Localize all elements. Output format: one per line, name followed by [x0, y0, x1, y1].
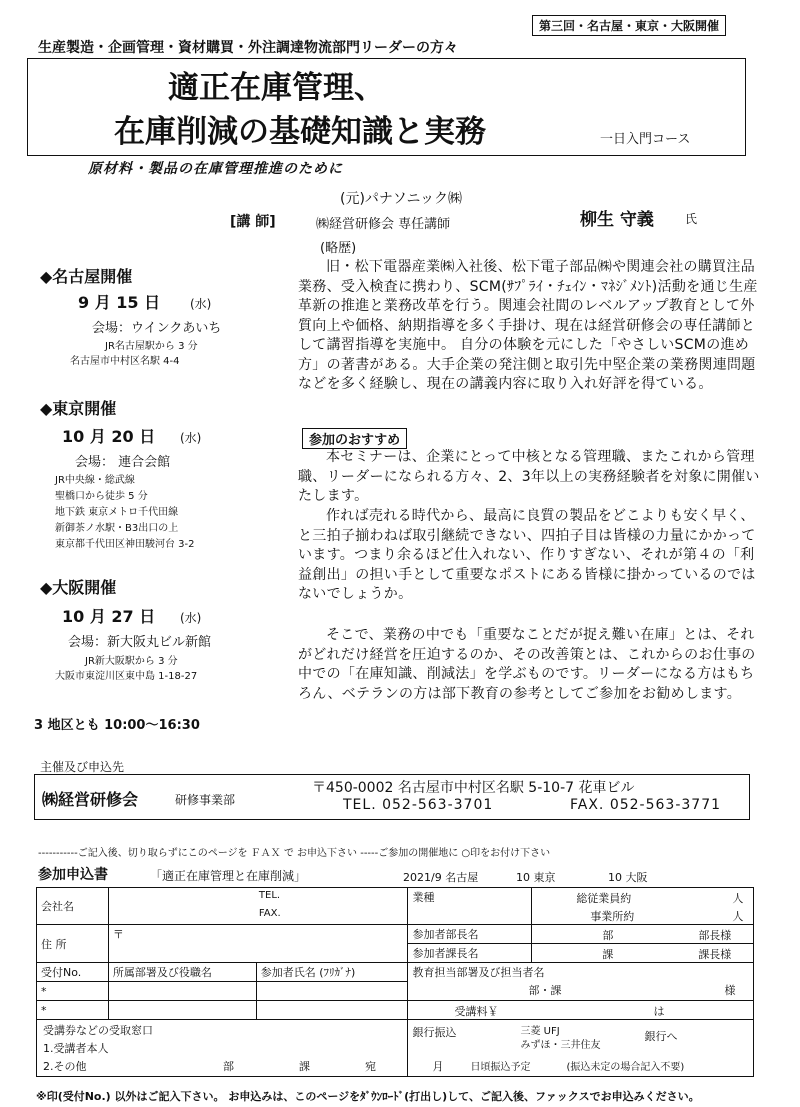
- receipt-no-header: 受付No.: [37, 963, 109, 982]
- person-unit: 人: [732, 892, 744, 905]
- venue-line: JR名古屋駅から 3 分: [105, 341, 198, 352]
- industry-label: 業種: [408, 888, 532, 925]
- receipt-star: *: [37, 1001, 109, 1020]
- form-course: 「適正在庫管理と在庫削減」: [150, 869, 307, 883]
- venue-heading: ◆名古屋開催: [40, 267, 133, 286]
- offices-field[interactable]: [532, 906, 754, 925]
- venue-day: (水): [180, 431, 202, 445]
- form-title: 参加申込書: [38, 867, 108, 883]
- venue-line: 東京都千代田区神田駿河台 3-2: [55, 539, 195, 550]
- receipt-star: *: [37, 982, 109, 1001]
- tel-label: TEL.: [258, 890, 281, 901]
- ticket-bu: 部: [223, 1060, 234, 1073]
- kacho-suffix: 課長様: [698, 948, 732, 961]
- organizer-fax: FAX. 052-563-3771: [570, 797, 722, 813]
- bucho-suffix: 部長様: [698, 929, 732, 942]
- venue-line: JR新大阪駅から 3 分: [85, 656, 178, 667]
- bank-label: 銀行振込: [412, 1026, 457, 1039]
- company-field[interactable]: [108, 888, 408, 925]
- venue-line: JR中央線・総武線: [55, 475, 135, 486]
- venue-date: 10 月 27 日: [62, 607, 156, 626]
- venue-hall: 会場：新大阪丸ビル新館: [68, 635, 212, 650]
- dept-title-header: 所属部署及び役職名: [108, 963, 256, 982]
- recommend-p3: そこで、業務の中でも「重要なことだが捉え難い在庫」とは、それがどれだけ経営を圧迫するのか、その改善策とは、これからのお仕事の中での「在庫知識、削減法」を学ぶものです。リーダーになる方はもちろん、ベテランの方は部下教育の参考としてご参加をお勧めします。: [298, 627, 756, 702]
- venue-day: (水): [190, 297, 212, 311]
- page-title-line2: 在庫削減の基礎知識と実務: [114, 114, 486, 150]
- course-type: 一日入門コース: [600, 132, 691, 147]
- venue-line: 大阪市東淀川区東中島 1-18-27: [55, 671, 198, 682]
- dept-head-label: 参加者部長名: [408, 925, 532, 944]
- venue-hall: 会場： 連合会館: [75, 455, 171, 470]
- postal-mark: 〒: [112, 928, 124, 941]
- participant-dept-2[interactable]: [108, 1001, 256, 1020]
- address-label: 住 所: [37, 925, 109, 963]
- bu-unit: 部: [602, 929, 614, 942]
- transfer-month[interactable]: 月: [432, 1060, 444, 1073]
- venue-line: 新御茶ノ水駅・B3出口の上: [55, 523, 179, 534]
- venue-heading: ◆東京開催: [40, 399, 117, 418]
- ka-unit: 課: [602, 948, 614, 961]
- employees-label: 総従業員約: [576, 892, 632, 905]
- venue-option-nagoya[interactable]: 2021/9 名古屋: [403, 871, 479, 884]
- bank-field[interactable]: [408, 1020, 754, 1077]
- organizer-name: ㈱経営研修会: [42, 790, 139, 809]
- bio-label: (略歴): [320, 241, 357, 256]
- person-unit: 人: [732, 910, 744, 923]
- section-head-field[interactable]: [532, 944, 754, 963]
- lecturer-former: (元)パナソニック㈱: [340, 191, 462, 207]
- venue-line: 聖橋口から徒歩 5 分: [55, 491, 148, 502]
- time-note: 3 地区とも 10:00～16:30: [34, 718, 200, 733]
- organizer-tel: TEL. 052-563-3701: [343, 797, 494, 813]
- bank-to: 銀行へ: [644, 1030, 678, 1043]
- lecturer-label: [講 師]: [230, 214, 276, 230]
- ticket-option-1[interactable]: 1.受講者本人: [43, 1042, 109, 1055]
- fee-field[interactable]: [408, 1001, 754, 1020]
- fee-label: 受講料￥: [454, 1005, 499, 1018]
- venue-option-osaka[interactable]: 10 大阪: [608, 871, 648, 884]
- ticket-option-2[interactable]: 2.その他: [43, 1060, 87, 1073]
- venue-line: 地下鉄 東京メトロ千代田線: [55, 507, 179, 518]
- transfer-day[interactable]: 日頃振込予定: [470, 1062, 531, 1073]
- participant-header: 参加者氏名 (ﾌﾘｶﾞﾅ): [256, 963, 408, 982]
- offices-label: 事業所約: [590, 910, 635, 923]
- participant-name-2[interactable]: [256, 1001, 408, 1020]
- edu-contact-field[interactable]: [408, 963, 754, 1001]
- address-field[interactable]: [108, 925, 408, 963]
- edu-label: 教育担当部署及び担当者名: [412, 966, 545, 979]
- venue-option-tokyo[interactable]: 10 東京: [516, 871, 556, 884]
- ticket-label: 受講券などの受取窓口: [43, 1024, 153, 1037]
- sama-suffix: 様: [724, 984, 736, 997]
- bank-name-1: 三菱 UFJ: [520, 1026, 560, 1037]
- recommend-label: 参加のおすすめ: [302, 428, 407, 449]
- lecturer-org: ㈱経営研修会 専任講師: [316, 217, 451, 232]
- venue-day: (水): [180, 611, 202, 625]
- recommend-p2: 作れば売れる時代から、最高に良質の製品をどこよりも安く早く、と三拍子揃わねば取引継続できない、四拍子目は皆様の力量にかかっています。つまり余るほど仕入れない、作りすぎない、それが第４の「利益創出」の担い手として重要なポストにある皆様に掛かっているのではないでしょうか。: [298, 508, 756, 602]
- venue-hall: 会場：ウインクあいち: [92, 321, 222, 336]
- lecturer-honorific: 氏: [685, 212, 698, 226]
- ticket-field[interactable]: [37, 1020, 408, 1077]
- page-title-line1: 適正在庫管理、: [168, 70, 385, 106]
- venue-date: 10 月 20 日: [62, 427, 156, 446]
- recommend-p1: 本セミナーは、企業にとって中核となる管理職、またこれから管理職、リーダーになられる方々、2、3年以上の実務経験者を対象に開催いたします。: [298, 449, 760, 504]
- session-badge: 第三回・名古屋・東京・大阪開催: [532, 15, 726, 36]
- target-audience: 生産製造・企画管理・資材購買・外注調達物流部門リーダーの方々: [38, 40, 458, 56]
- cut-note: -----------ご記入後、切り取らずにこのページを ＦＡＸ で お申込下さい -----ご参加の開催地に ○印をお付け下さい: [38, 848, 551, 859]
- organizer-address: 〒450-0002 名古屋市中村区名駅 5-10-7 花車ビル: [312, 780, 635, 796]
- bu-ka-unit: 部・課: [528, 984, 562, 997]
- participant-dept-1[interactable]: [108, 982, 256, 1001]
- wa-suffix: は: [653, 1005, 665, 1018]
- subtitle: 原材料・製品の在庫管理推進のために: [88, 161, 343, 177]
- lecturer-bio: 旧・松下電器産業㈱入社後、松下電子部品㈱や関連会社の購買注品業務、受入検査に携わり、SCM(ｻﾌﾟﾗｲ・ﾁｪｲﾝ・ﾏﾈｼﾞﾒﾝﾄ)活動を通じ生産革新の推進と業務改革を行う。関連会社間のレベルアップ教育として外質向上や価格、納期指導を多く手掛け、現在は経営研修会の専任講師として講習指導を実施中。 自分の体験を元にした「やさしいSCMの進め方」の著書がある。大手企業の発注側と取引先中堅企業の業務関連問題などを多く経験し、現在の講義内容に取り入れ好評を得ている。: [298, 259, 758, 392]
- lecturer-name: 柳生 守義: [580, 210, 654, 230]
- fax-label: FAX.: [258, 908, 281, 919]
- ticket-ka: 課: [299, 1060, 310, 1073]
- dept-head-field[interactable]: [532, 925, 754, 944]
- organizer-label: 主催及び申込先: [40, 760, 125, 774]
- employees-field[interactable]: [532, 888, 754, 907]
- venue-heading: ◆大阪開催: [40, 578, 117, 597]
- form-footer-note: ※印(受付No.) 以外はご記入下さい。 お申込みは、このページをﾀﾞｳﾝﾛｰﾄﾞ(打出し)して、ご記入後、ファックスでお申込みください。: [36, 1090, 700, 1103]
- transfer-note: (振込未定の場合記入不要): [566, 1062, 685, 1073]
- section-head-label: 参加者課長名: [408, 944, 532, 963]
- venue-date: 9 月 15 日: [78, 293, 161, 312]
- application-form-table: [36, 887, 754, 1077]
- venue-line: 名古屋市中村区名駅 4-4: [70, 356, 180, 367]
- company-label: 会社名: [37, 888, 109, 925]
- participant-name-1[interactable]: [256, 982, 408, 1001]
- ticket-ate: 宛: [365, 1060, 376, 1073]
- bank-name-2: みずほ・三井住友: [520, 1040, 601, 1051]
- organizer-dept: 研修事業部: [175, 793, 236, 807]
